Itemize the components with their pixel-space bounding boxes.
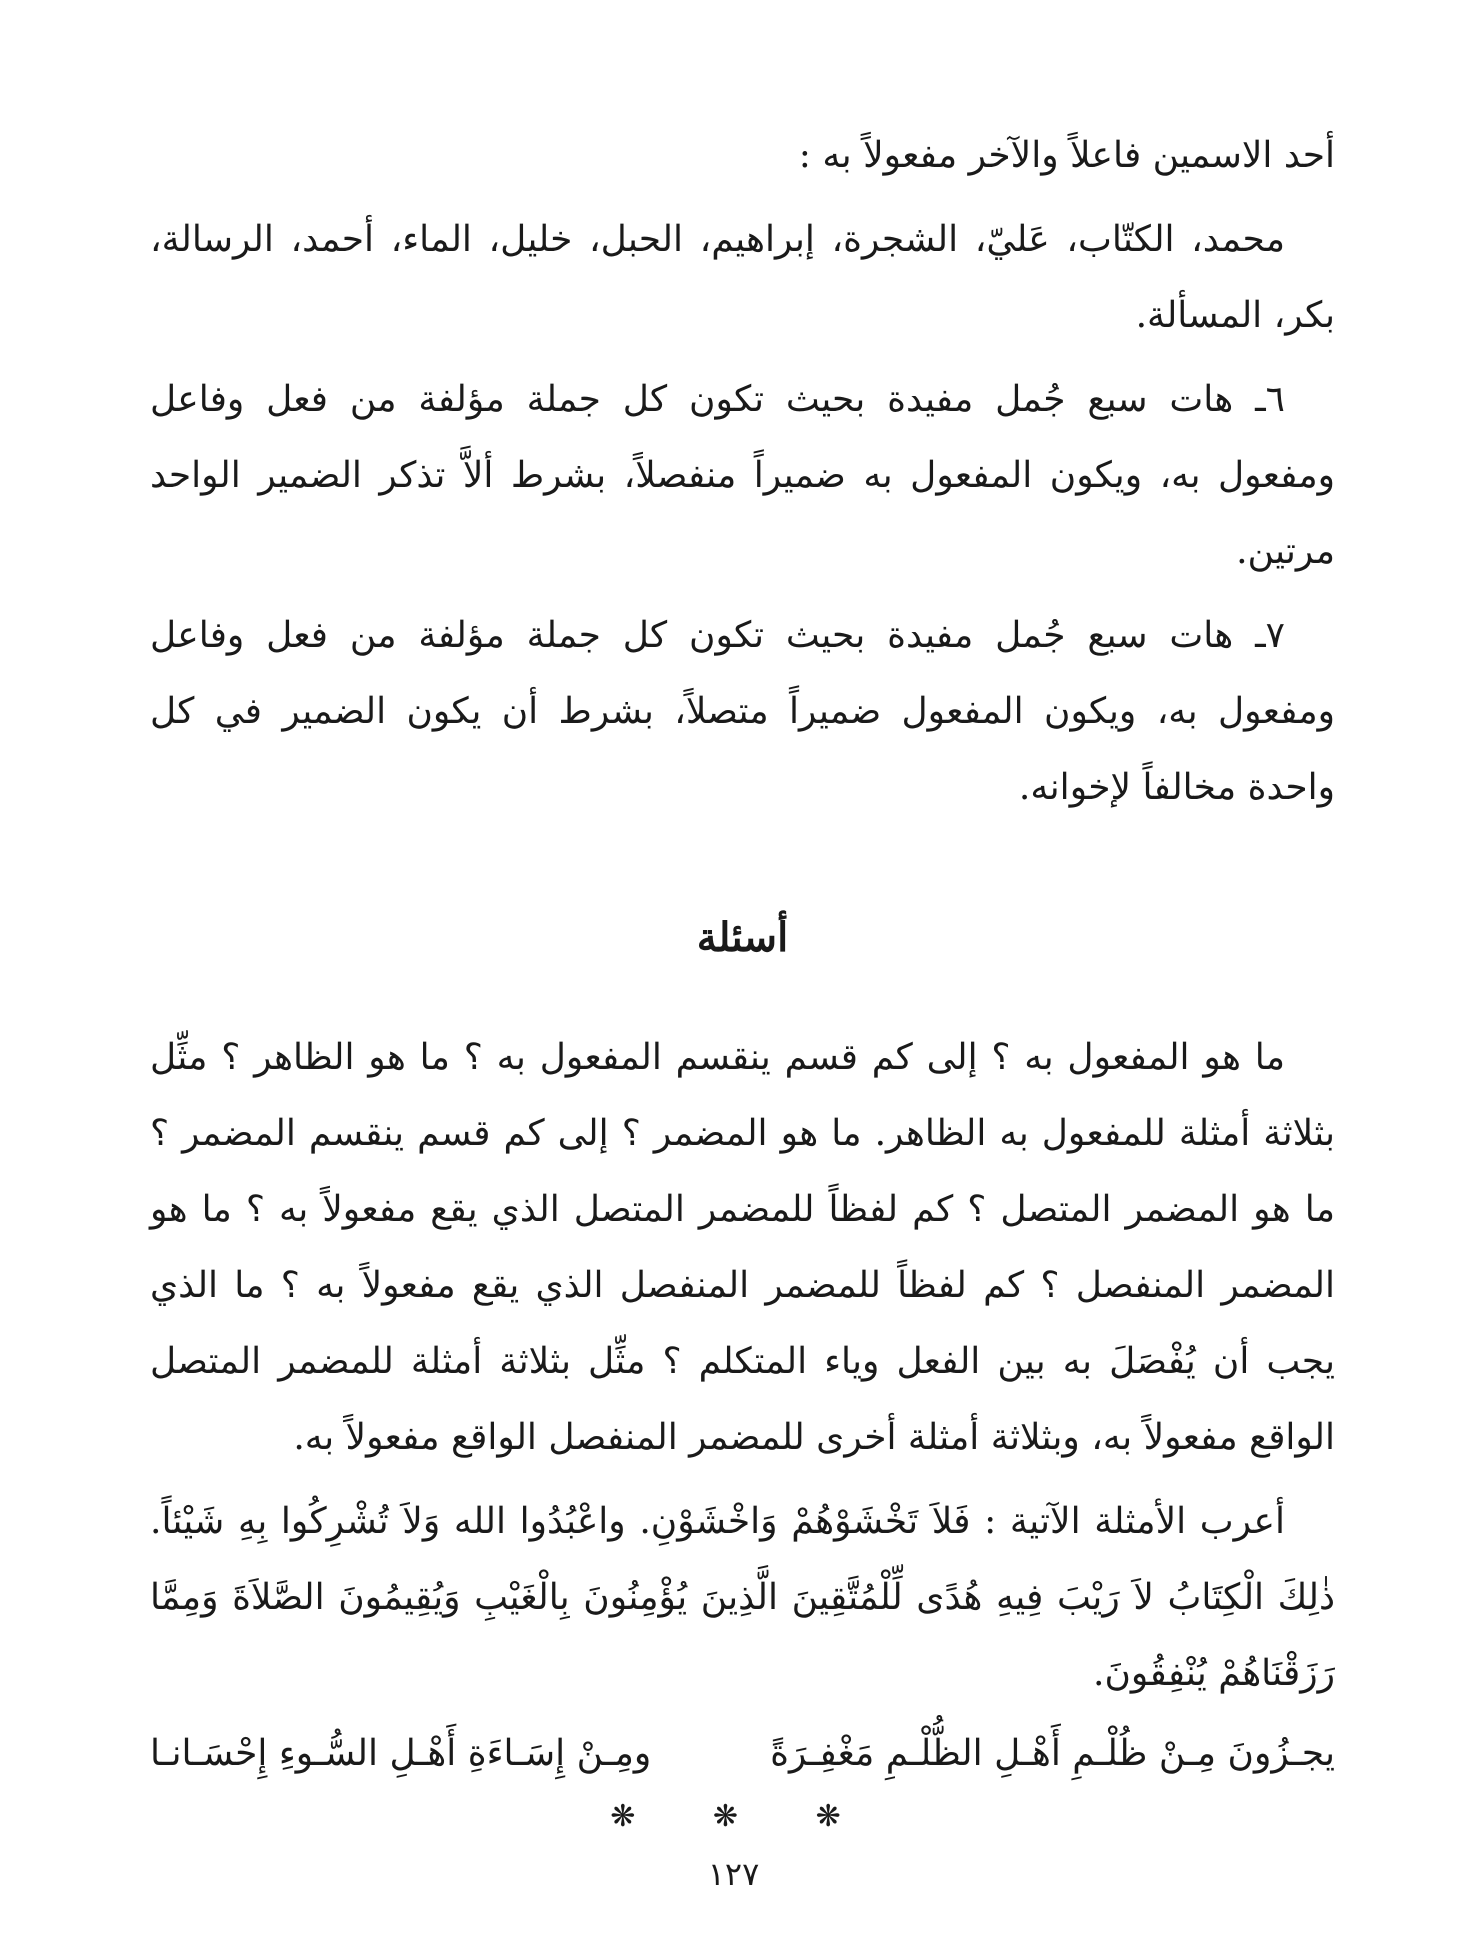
section-ornament: ❋ ❋ ❋ (610, 1799, 875, 1834)
paragraph-intro-line: أحد الاسمين فاعلاً والآخر مفعولاً به : (798, 135, 1335, 176)
exercise-6: ٦ـ هات سبع جُمل مفيدة بحيث تكون كل جملة مؤلفة من فعل وفاعل ومفعول به، ويكون المفعول به ضميراً منفصلاً، بشرط ألاَّ تذكر الضمير الواحد مرتين. (150, 379, 1335, 572)
paragraph-name-list: محمد، الكتّاب، عَليّ، الشجرة، إبراهيم، الحبل، خليل، الماء، أحمد، الرسالة، بكر، المسألة. (150, 219, 1335, 336)
poetry-verse (150, 1716, 1335, 1792)
questions-heading: أسئلة (696, 914, 789, 961)
questions-paragraph: ما هو المفعول به ؟ إلى كم قسم ينقسم المفعول به ؟ ما هو الظاهر ؟ مثِّل بثلاثة أمثلة للمفعول به الظاهر. ما هو المضمر ؟ إلى كم قسم ينقسم المضمر ؟ ما هو المضمر المتصل ؟ كم لفظاً للمضمر المتصل الذي يقع مفعولاً به ؟ ما هو المضمر المنفصل ؟ كم لفظاً للمضمر المنفصل الذي يقع مفعولاً به ؟ ما الذي يجب أن يُفْصَلَ به بين الفعل وياء المتكلم ؟ مثِّل بثلاثة أمثلة للمضمر المتصل الواقع مفعولاً به، وبثلاثة أمثلة أخرى للمضمر المنفصل الواقع مفعولاً به. (150, 1037, 1335, 1458)
parsing-examples-paragraph: أعرب الأمثلة الآتية : فَلاَ تَخْشَوْهُمْ وَاخْشَوْنِ. واعْبُدُوا الله وَلاَ تُشْرِكُوا بِهِ شَيْئاً. ذٰلِكَ الْكِتَابُ لاَ رَيْبَ فِيهِ هُدًى لِّلْمُتَّقِينَ الَّذِينَ يُؤْمِنُونَ بِالْغَيْبِ وَيُقِيمُونَ الصَّلاَةَ وَمِمَّا رَزَقْنَاهُمْ يُنْفِقُونَ. (150, 1501, 1335, 1694)
page-body (150, 118, 1335, 1842)
verse-second-hemistich: ومِـنْ إِسَـاءَةِ أَهْـلِ السُّـوءِ إِحْسَـانـا (150, 1733, 652, 1774)
exercise-7: ٧ـ هات سبع جُمل مفيدة بحيث تكون كل جملة مؤلفة من فعل وفاعل ومفعول به، ويكون المفعول ضميراً متصلاً، بشرط أن يكون الضمير في كل واحدة مخالفاً لإخوانه. (150, 615, 1335, 808)
verse-first-hemistich: يجـزُونَ مِـنْ ظُلْـمِ أَهْـلِ الظُّلْـمِ مَغْفِـرَةً (770, 1733, 1335, 1774)
page-number: ١٢٧ (707, 1855, 760, 1893)
